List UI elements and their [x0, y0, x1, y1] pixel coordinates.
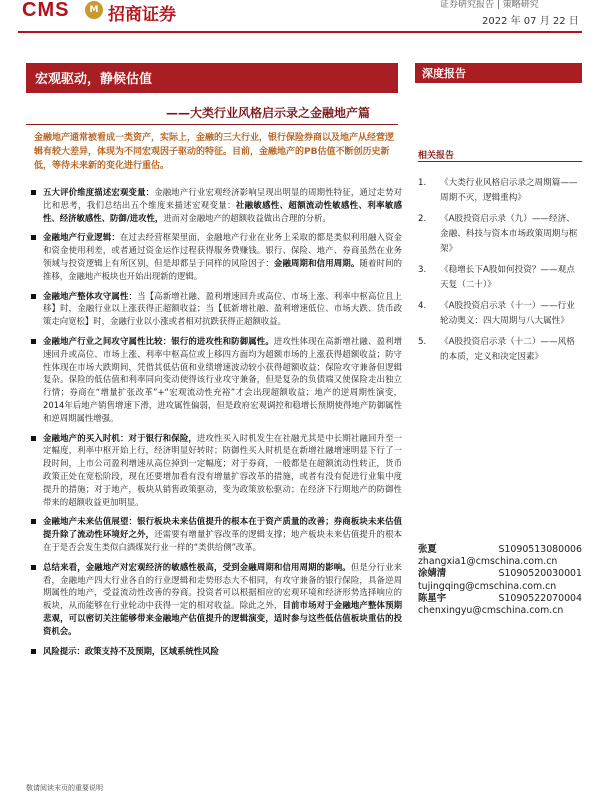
- related-report-number: 3.: [418, 265, 427, 275]
- key-points-list: [30, 186, 402, 664]
- risk-warning-text: 风险提示：政策支持不及预期，区域系统性风险: [43, 645, 219, 656]
- key-point-body: 当【高新增社融、盈利增速回升或高位、市场上涨、利率中枢高位且上移】时，金融行业以上涨获得正超额收益；当【低新增社融、盈利增速低位、市场大跌、货币政策走向宽松】时，金融行业以小涨或者相对抗跌获得正超额收益。: [43, 290, 403, 327]
- header-divider: [18, 31, 582, 33]
- related-report-number: 2.: [418, 214, 427, 224]
- bullet-square-icon: [31, 649, 36, 654]
- key-point-tail: 进而对金融地产的超额收益做出合理的分析。: [163, 212, 331, 223]
- risk-warning: [30, 645, 402, 658]
- related-report-item[interactable]: [418, 299, 582, 329]
- key-point-lead: 五大评价维度描述宏观变量：: [43, 187, 155, 197]
- key-point: [30, 432, 402, 509]
- abstract-paragraph: 金融地产通常被看成一类资产，实际上，金融的三大行业，银行保险券商以及地产从经营逻辑有较大差异，体现为不同宏观因子驱动的特征。目前，金融地产的PB估值不断创历史新低，等待未来新的变化进行重估。: [34, 133, 395, 171]
- key-point-tail: 随着时间的推移，金融地产板块也开始出现新的逻辑。: [43, 257, 403, 281]
- bullet-square-icon: [31, 235, 36, 240]
- key-point-lead: 金融地产行业逻辑：: [43, 232, 120, 243]
- key-point-lead: 金融地产行业之间攻守属性比较：银行的进攻性和防御属性。: [43, 335, 274, 346]
- related-report-title: 《A股投资启示录（九）——经济、金融、科技与资本市场政策周期与框架》: [440, 214, 578, 254]
- bullet-square-icon: [31, 339, 36, 344]
- related-report-title: 《稳增长下A股如何投资？——观点天复（二十）》: [440, 265, 575, 290]
- related-report-title: 《A股投资启示录（十二）——风格的本质，定义和决定因素》: [440, 337, 575, 362]
- key-point-lead: 金融地产整体攻守属性：: [43, 290, 138, 301]
- logo-mark-icon: M: [85, 1, 103, 19]
- analyst-email[interactable]: tujingqing@cmschina.com.cn: [418, 580, 557, 592]
- analyst-email[interactable]: chenxingyu@cmschina.com.cn: [418, 605, 564, 617]
- related-report-number: 4.: [418, 301, 427, 311]
- related-report-number: 5.: [418, 337, 427, 347]
- related-report-item[interactable]: [418, 212, 582, 257]
- report-type: 证券研究报告 | 策略研究: [440, 0, 539, 10]
- bullet-square-icon: [31, 436, 36, 441]
- key-point: [30, 335, 402, 425]
- report-title: 宏观驱动，静候估值: [35, 72, 153, 87]
- analyst-contacts: [418, 544, 582, 617]
- bullet-square-icon: [31, 294, 36, 299]
- analyst-license: S1090513080006: [498, 544, 582, 555]
- key-point-emphasis: 目前市场对于金融地产整体预期悲观，可以密切关注能够带来金融地产估值提升的逻辑演变，适时参与这些低估值板块重估的投资机会。: [43, 600, 403, 636]
- analyst-license: S1090522070004: [498, 592, 582, 604]
- report-category-label: 深度报告: [422, 67, 466, 80]
- key-point-body: 但是分行业来看，金融地产四大行业各自的行业逻辑和走势形态大不相同，有攻守兼备的银行保险，具备逆周期属性的地产，受益流动性改善的券商。投资者可以根据相应的宏观环境和经济形势选择响应的板块，从而能够在行业轮动中获得一定的相对收益。除此之外，: [43, 561, 403, 611]
- report-subtitle: ——大类行业风格启示录之金融地产篇: [166, 106, 371, 120]
- key-point-body: 金融地产行业宏观经济影响呈现出明显的周期性特征，通过走势对比和思考，我们总结出五个维度来描述宏观变量：: [43, 187, 403, 210]
- related-report-title: 《A股投资启示录（十一）——行业轮动奥义：四大周期与八大属性》: [440, 301, 575, 326]
- analyst-name: 涂婧清: [418, 568, 447, 580]
- key-point-emphasis: 社融敏感性、超额流动性敏感性、利率敏感性、经济敏感性、防御/进攻性，: [43, 199, 402, 223]
- related-report-item[interactable]: [418, 176, 582, 206]
- report-date: 2022 年 07 月 22 日: [482, 16, 579, 27]
- related-reports-heading: 相关报告: [418, 151, 455, 161]
- logo-latin: CMS: [22, 0, 70, 21]
- analyst-email[interactable]: zhangxia1@cmschina.com.cn: [418, 556, 558, 568]
- bullet-square-icon: [31, 190, 36, 195]
- key-point: [30, 186, 402, 224]
- key-point: [30, 231, 402, 282]
- key-point-lead: 金融地产未来估值展望：银行板块未来估值提升的根本在于资产质量的改善；券商板块未来估值提升除了流动性环境好之外，: [43, 516, 402, 540]
- related-report-number: 1.: [418, 178, 427, 188]
- analyst-license: S1090520030001: [498, 568, 582, 580]
- analyst-name: 张夏: [418, 544, 437, 555]
- analyst-row: [418, 568, 582, 580]
- related-report-item[interactable]: [418, 335, 582, 365]
- page-footer: 敬请阅读末页的重要说明: [26, 784, 103, 792]
- key-point-emphasis: 金融周期和信用周期。: [273, 257, 360, 268]
- key-point-body: 进攻性体现在高新增社融、盈利增速回升或高位、市场上涨、利率中枢高位或上移四方面均为超额市场的上涨获得超额收益；防守性体现在市场大跌期间，凭借其低估值和业绩增速波动较小获得超额收益；保险攻守兼备但逻辑复杂。保险的低估值和利率同向变动使得该行业攻守兼备，但是复杂的负债端又使保险走出独立行情；券商在“增量扩张改革”+“宏观流动性充裕”才会出现超额收益；地产的逆周期性演变，2014年后地产销售增速下滑，进攻属性偏弱，但是政府宏观调控和稳增长预期使得地产防御属性和逆周期属性增强。: [43, 335, 403, 423]
- key-point-body: 还需要有增量扩容改革的逻辑支撑；地产板块未来估值提升的根本在于是否会发生类似白酒煤炭行业一样的“类供给侧”改革。: [43, 529, 403, 552]
- related-report-title: 《大类行业风格启示录之周期篇——周期不灭，逻辑重构》: [440, 178, 578, 203]
- related-reports-divider: [418, 161, 582, 162]
- key-point: [30, 515, 402, 553]
- analyst-row: [418, 544, 582, 556]
- key-point: [30, 290, 402, 328]
- key-point: [30, 561, 402, 638]
- analyst-name: 陈星宇: [418, 592, 447, 604]
- key-point-body: 在过去经营框架里面，金融地产行业在业务上采取的都是类似利用融入资金和资金使用利差，或者通过资金运作过程获得服务费赚钱。银行、保险、地产、券商虽然在业务领域与投资逻辑上有所区别，但是却都呈于同样的风险因子：: [43, 232, 402, 268]
- key-point-body: 进攻性买入时机发生在社融尤其是中长期社融回升至一定幅度，利率中枢开始上行，经济明显好转时；防御性买入时机是在新增社融增速明显下行了一段时间，上市公司盈利增速从高位掉到一定幅度；对于券商，一般都是在超额流动性转正，货币政策正处在宽松阶段，现在还要增加看有没有增量扩容改革的措施，或者有没有促进行业集中度提升的措施；对于地产，板块从销售政策驱动，变为政策放松驱动；在经济下行期地产的防御性带来的超额收益更加明显。: [43, 432, 403, 507]
- bullet-square-icon: [31, 519, 36, 524]
- key-point-lead: 总结来看，金融地产对宏观经济的敏感性极高，受到金融周期和信用周期的影响。: [43, 561, 351, 572]
- bullet-square-icon: [31, 565, 36, 570]
- key-point-lead: 金融地产的买入时机：对于银行和保险，: [43, 432, 197, 443]
- logo-chinese: 招商证券: [108, 5, 176, 25]
- related-reports-list: [418, 176, 582, 371]
- subtitle-divider: [26, 124, 398, 125]
- analyst-row: [418, 593, 582, 605]
- related-report-item[interactable]: [418, 263, 582, 293]
